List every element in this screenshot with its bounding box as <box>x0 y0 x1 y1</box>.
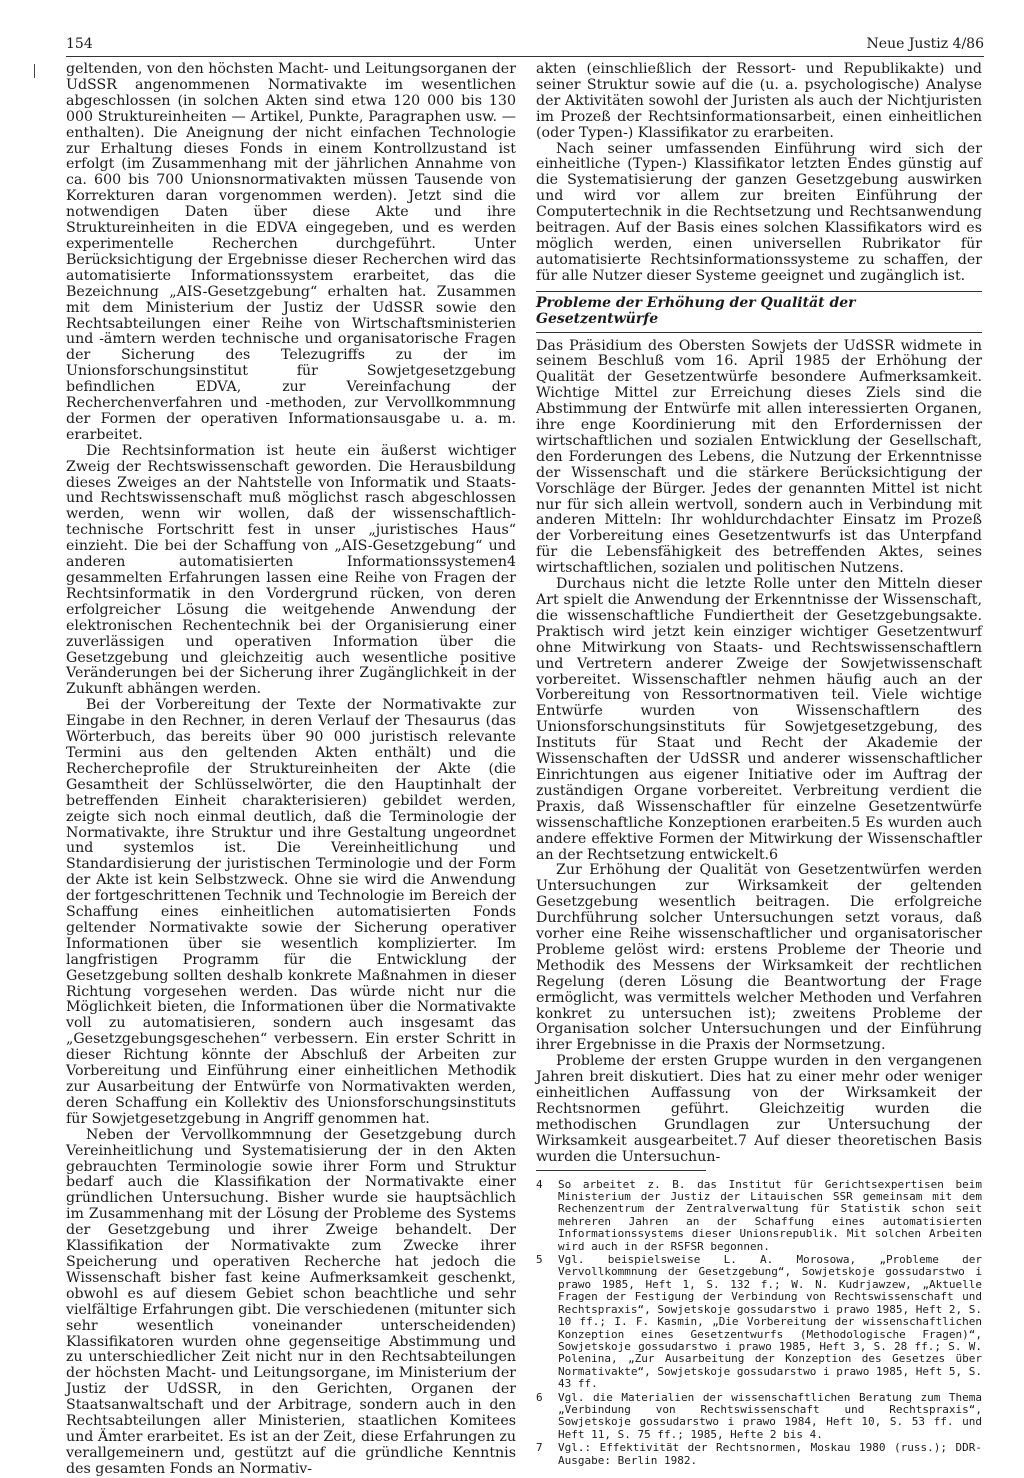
paragraph: akten (einschließlich der Ressort- und Republikakte) und seiner Struktur sowie auf die (u. a. psychologische) Analyse der Aktivitäten sowohl der Juristen als auch der Nichtjuristen im Prozeß der Rechtsinformationsarbeit, einen einheitlichen (oder Typen-) Klassifikator zu erarbeiten. <box>536 61 982 141</box>
page-number: 154 <box>66 36 93 52</box>
journal-issue: Neue Justiz 4/86 <box>866 36 984 52</box>
footnote-text: Vgl. beispielsweise L. A. Morosowa, „Probleme der Vervollkommnung der Gesetzgebung“, Sowjetskoje gossudarstwo i prawo 1985, Heft 1, S. 132 f.; W. N. Kudrjawzew, „Aktuelle Fragen der Festigung der Verbindung von Rechtswissenschaft und Rechtspraxis“, Sowjetskoje gossudarstwo i prawo 1985, Heft 2, S. 10 ff.; I. F. Kasmin, „Die Vorbereitung der wissenschaftlichen Konzeption eines Gesetzentwurfs (Methodologische Fragen)“, Sowjetskoje gossudarstwo i prawo 1985, Heft 3, S. 28 ff.; S. W. Polenina, „Zur Ausarbeitung der Konzeption des Gesetzes über Normativakte“, Sowjetskoje gossudarstwo i prawo 1985, Heft 5, S. 43 ff. <box>558 1253 982 1391</box>
left-column <box>66 62 516 1478</box>
page-header <box>66 36 984 54</box>
footnote-rule <box>536 1170 706 1171</box>
footnote-text: Vgl. die Materialien der wissenschaftlichen Beratung zum Thema „Verbindung von Rechtswissenschaft und Rechtspraxis“, Sowjetskoje gossudarstwo i prawo 1984, Heft 10, S. 53 ff. und Heft 11, S. 75 ff.; 1985, Hefte 2 bis 4. <box>558 1390 982 1441</box>
footnote-number: 4 <box>536 1177 543 1191</box>
margin-mark <box>34 64 35 78</box>
section-heading: Probleme der Erhöhung der Qualität der Gesetzentwürfe <box>536 291 982 333</box>
footnote <box>536 1442 982 1467</box>
footnote-text: So arbeitet z. B. das Institut für Gerichtsexpertisen beim Ministerium der Justiz der Litauischen SSR gemeinsam mit dem Rechenzentrum der Zentralverwaltung für Statistik schon seit mehreren Jahren an der Schaffung eines automatisierten Informationssystems dieser Unionsrepublik. Mit solchen Arbeiten wird auch in der RSFSR begonnen. <box>558 1177 982 1253</box>
footnotes <box>536 1179 982 1467</box>
footnote <box>536 1254 982 1390</box>
footnote <box>536 1392 982 1442</box>
right-column <box>536 62 982 1468</box>
paragraph: Bei der Vorbereitung der Texte der Normativakte zur Eingabe in den Rechner, in deren Verlauf der Thesaurus (das Wörterbuch, das bereits über 90 000 juristisch relevante Termini aus den geltenden Akten enthält) und die Rechercheprofile der Struktureinheiten der Akte (die Gesamtheit der Schlüsselwörter, die den Hauptinhalt der betreffenden Einheit charakterisieren) gebildet werden, zeigte sich noch einmal deutlich, daß die Terminologie der Normativakte, ihre Struktur und ihre Gestaltung ungeordnet und systemlos ist. Die Vereinheitlichung und Standardisierung der juristischen Terminologie und der Form der Akte ist kein Selbstzweck. Ohne sie wird die Anwendung der fortgeschrittenen Technik und Technologie im Bereich der Schaffung eines einheitlichen automatisierten Fonds geltender Normativakte sowie der Sicherung operativer Informationen über sie wesentlich komplizierter. Im langfristigen Programm für die Entwicklung der Gesetzgebung sollten deshalb konkrete Maßnahmen in dieser Richtung vorgesehen werden. Das würde nicht nur die Möglichkeit bieten, die Informationen über die Normativakte voll zu automatisieren, sondern auch insgesamt das „Gesetzgebungsgeschehen“ verbessern. Ein erster Schritt in dieser Richtung könnte der Abschluß der Arbeiten zur Vorbereitung und Einführung einer einheitlichen Methodik zur Ausarbeitung der Entwürfe von Normativakten werden, deren Schaffung ein Kollektiv des Unionsforschungsinstituts für Sowjetgesetzgebung in Angriff genommen hat. <box>66 697 516 1127</box>
paragraph: Durchaus nicht die letzte Rolle unter den Mitteln dieser Art spielt die Anwendung der Erkenntnisse der Wissenschaft, die wissenschaftliche Fundiertheit der Gesetzgebungsakte. Praktisch wird jetzt kein einziger wichtiger Gesetzentwurf ohne Mitwirkung von Staats- und Rechtswissenschaftlern und Vertretern anderer Zweige der Sowjetwissenschaft vorbereitet. Wissenschaftler nehmen häufig auch an der Vorbereitung von Ressortnormativen teil. Viele wichtige Entwürfe wurden von Wissenschaftlern des Unionsforschungsinstituts für Sowjetgesetzgebung, des Instituts für Staat und Recht der Akademie der Wissenschaften der UdSSR und anderer wissenschaftlicher Einrichtungen aus eigener Initiative oder im Auftrag der zuständigen Organe vorbereitet. Verbreitung verdient die Praxis, daß Wissenschaftler für einzelne Gesetzentwürfe wissenschaftliche Konzeptionen erarbeiten.5 Es wurden auch andere effektive Formen der Mitwirkung der Wissenschaftler an der Rechtsetzung entwickelt.6 <box>536 576 982 863</box>
header-rule <box>66 56 984 57</box>
paragraph: geltenden, von den höchsten Macht- und Leitungsorganen der UdSSR angenommenen Normativakte im wesentlichen abgeschlossen (in solchen Akten sind etwa 120 000 bis 130 000 Struktureinheiten — Artikel, Punkte, Paragraphen usw. — enthalten). Die Aneignung der nicht einfachen Technologie zur Erhaltung dieses Fonds in einem Kontrollzustand ist erfolgt (im Zusammenhang mit der jährlichen Annahme von ca. 600 bis 700 Unionsnormativakten müssen Tausende von Korrekturen daran vorgenommen werden). Jetzt sind die notwendigen Daten über diese Akte und ihre Struktureinheiten in die EDVA eingegeben, und es werden experimentelle Recherchen durchgeführt. Unter Berücksichtigung der Ergebnisse dieser Recherchen wird das automatisierte Informationssystem erarbeitet, das die Bezeichnung „AIS-Gesetzgebung“ erhalten hat. Zusammen mit dem Ministerium der Justiz der UdSSR sowie den Rechtsabteilungen einer Reihe von Wirtschaftsministerien und -ämtern werden technische und organisatorische Fragen der Sicherung des Telezugriffs zu der im Unionsforschungsinstitut für Sowjetgesetzgebung befindlichen EDVA, zur Vereinfachung der Recherchenverfahren und -methoden, zur Vervollkommnung der Formen der operativen Informationsausgabe u. a. m. erarbeitet. <box>66 61 516 443</box>
paragraph: Das Präsidium des Obersten Sowjets der UdSSR widmete in seinem Beschluß vom 16. April 1985 der Erhöhung der Qualität der Gesetzentwürfe besondere Aufmerksamkeit. Wichtige Mittel zur Erreichung dieses Ziels sind die Abstimmung der Entwürfe mit allen interessierten Organen, ihre enge Koordinierung mit den Erfordernissen der wirtschaftlichen und sozialen Entwicklung der Gesellschaft, den Forderungen des Lebens, die Nutzung der Erkenntnisse der Wissenschaft und die stärkere Berücksichtigung der Vorschläge der Bürger. Jedes der genannten Mittel ist nicht nur für sich allein wertvoll, sondern auch in Verbindung mit anderen Mitteln: Ihr wohldurchdachter Einsatz im Prozeß der Vorbereitung eines Gesetzentwurfs ist das Unterpfand für die Lebensfähigkeit des betreffenden Aktes, seines wirtschaftlichen, sozialen und politischen Nutzens. <box>536 337 982 577</box>
footnote <box>536 1179 982 1253</box>
footnote-text: Vgl.: Effektivität der Rechtsnormen, Moskau 1980 (russ.); DDR-Ausgabe: Berlin 1982. <box>558 1441 982 1467</box>
paragraph: Die Rechtsinformation ist heute ein äußerst wichtiger Zweig der Rechtswissenschaft geworden. Die Herausbildung dieses Zweiges an der Nahtstelle von Informatik und Staats- und Rechtswissenschaft muß möglichst rasch abgeschlossen werden, wenn wir wollen, daß der wissenschaftlich-technische Fortschritt fest in unser „juristisches Haus“ einzieht. Die bei der Schaffung von „AIS-Gesetzgebung“ und anderen automatisierten Informationssystemen4 gesammelten Erfahrungen lassen eine Reihe von Fragen der Rechtsinformatik in den Vordergrund rücken, von deren erfolgreicher Lösung die weitgehende Anwendung der elektronischen Rechentechnik bei der Organisierung einer zuverlässigen und operativen Information über die Gesetzgebung und gleichzeitig auch wesentliche positive Veränderungen bei der Sicherung ihrer Zugänglichkeit in der Zukunft abhängen werden. <box>66 442 516 698</box>
paragraph: Neben der Vervollkommnung der Gesetzgebung durch Vereinheitlichung und Systematisierung der in den Akten gebrauchten Terminologie sowie ihrer Form und Struktur bedarf auch die Klassifikation der Normativakte einer gründlichen Untersuchung. Bisher wurde sie hauptsächlich im Zusammenhang mit der Lösung der Probleme des Systems der Gesetzgebung und ihrer Zweige behandelt. Der Klassifikation der Normativakte zum Zwecke ihrer Speicherung und operativen Recherche hat jedoch die Wissenschaft bisher fast keine Aufmerksamkeit geschenkt, obwohl es auf diesem Gebiet schon beachtliche und sehr vielfältige Erfahrungen gibt. Die verschiedenen (mitunter sich sehr wesentlich voneinander unterscheidenden) Klassifikatoren wurden ohne gegenseitige Abstimmung und zu unterschiedlicher Zeit nicht nur in den Rechtsabteilungen der höchsten Macht- und Leitungsorgane, im Ministerium der Justiz der UdSSR, in den Gerichten, Organen der Staatsanwaltschaft und der Arbitrage, sondern auch in den Rechtsabteilungen aller Ministerien, staatlichen Komitees und Ämter erarbeitet. Es ist an der Zeit, diese Erfahrungen zu verallgemeinern und, gestützt auf die gründliche Kenntnis des gesamten Fonds an Normativ- <box>66 1126 516 1477</box>
paragraph: Zur Erhöhung der Qualität von Gesetzentwürfen werden Untersuchungen zur Wirksamkeit der geltenden Gesetzgebung wesentlich beitragen. Die erfolgreiche Durchführung solcher Untersuchungen setzt voraus, daß vorher eine Reihe wissenschaftlicher und organisatorischer Probleme gelöst wird: erstens Probleme der Theorie und Methodik des Messens der Wirksamkeit der rechtlichen Regelung (deren Lösung die Beantwortung der Frage ermöglicht, was vermittels welcher Methoden und Verfahren konkret zu untersuchen ist); zweitens Probleme der Organisation solcher Untersuchungen und der Einführung ihrer Ergebnisse in die Praxis der Normsetzung. <box>536 862 982 1054</box>
paragraph: Nach seiner umfassenden Einführung wird sich der einheitliche (Typen-) Klassifikator letzten Endes günstig auf die Systematisierung der ganzen Gesetzgebung auswirken und wird vor allem zur breiten Einführung der Computertechnik in die Rechtsetzung und Rechtsanwendung beitragen. Auf der Basis eines solchen Klassifikators wird es möglich werden, einen universellen Rubrikator für automatisierte Rechtsinformationssysteme zu schaffen, der für alle Nutzer dieser Systeme geeignet und zugänglich ist. <box>536 140 982 284</box>
paragraph: Probleme der ersten Gruppe wurden in den vergangenen Jahren breit diskutiert. Dies hat zu einer mehr oder weniger einheitlichen Auffassung von der Wirksamkeit der Rechtsnormen geführt. Gleichzeitig wurden die methodischen Grundlagen zur Untersuchung der Wirksamkeit ausgearbeitet.7 Auf dieser theoretischen Basis wurden die Untersuchun- <box>536 1053 982 1165</box>
footnote-number: 5 <box>536 1253 543 1267</box>
footnote-number: 7 <box>536 1441 543 1455</box>
footnote-number: 6 <box>536 1390 543 1404</box>
